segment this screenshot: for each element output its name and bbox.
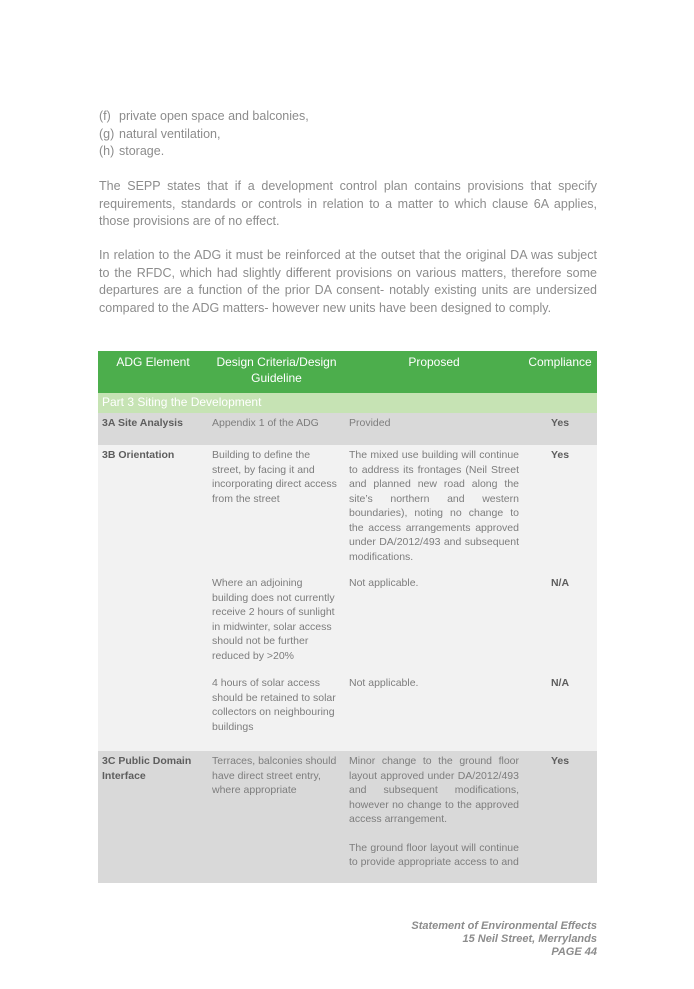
cell-proposed: Provided xyxy=(345,413,523,445)
header-design-criteria: Design Criteria/Design Guideline xyxy=(208,351,345,393)
page-footer xyxy=(411,920,597,959)
paragraph-adg: In relation to the ADG it must be reinforced at the outset that the original DA was subject to the RFDC, which had slightly different provisions on various matters, therefore some departures are a function of the prior DA consent- notably existing units are undersized compared to the ADG matters- however new units have been designed to comply. xyxy=(99,248,597,315)
footer-page-number: PAGE 44 xyxy=(551,946,597,958)
list-item xyxy=(99,108,599,126)
footer-address: 15 Neil Street, Merrylands xyxy=(462,933,597,945)
part-row xyxy=(98,393,597,413)
list-marker: (h) xyxy=(99,144,115,158)
cell-criteria: 4 hours of solar access should be retained to solar collectors on neighbouring buildings xyxy=(208,673,345,751)
cell-compliance: Yes xyxy=(523,751,597,883)
cell-proposed: Not applicable. xyxy=(345,673,523,751)
part-title: Part 3 Siting the Development xyxy=(98,393,597,413)
cell-compliance: N/A xyxy=(523,573,597,673)
cell-element: 3C Public Domain Interface xyxy=(98,751,208,883)
footer-document-title: Statement of Environmental Effects xyxy=(411,920,597,932)
cell-proposed: The mixed use building will continue to address its frontages (Neil Street and planned new road along the site’s northern and western boundaries), noting no change to the access arrangements approved under DA/2012/493 and subsequent modifications. xyxy=(345,445,523,573)
cell-criteria: Where an adjoining building does not currently receive 2 hours of sunlight in midwinter, solar access should not be further reduced by >20% xyxy=(208,573,345,673)
cell-proposed: Not applicable. xyxy=(345,573,523,673)
header-proposed: Proposed xyxy=(345,351,523,393)
table-header-row xyxy=(98,351,597,393)
cell-criteria: Building to define the street, by facing it and incorporating direct access from the street xyxy=(208,445,345,573)
cell-element xyxy=(98,673,208,751)
list-item xyxy=(99,126,599,144)
cell-compliance: N/A xyxy=(523,673,597,751)
header-compliance: Compliance xyxy=(523,351,597,393)
cell-criteria: Terraces, balconies should have direct street entry, where appropriate xyxy=(208,751,345,883)
list-text: storage. xyxy=(119,144,165,158)
list-text: natural ventilation, xyxy=(119,126,221,141)
paragraph-sepp: The SEPP states that if a development control plan contains provisions that specify requirements, standards or controls in relation to a matter to which clause 6A applies, those provisions are of no effect. xyxy=(99,179,597,228)
proposed-paragraph: Minor change to the ground floor layout approved under DA/2012/493 and subsequent modifications, however no change to the approved access arrangement. xyxy=(349,755,519,825)
list xyxy=(99,108,599,161)
cell-compliance: Yes xyxy=(523,413,597,445)
cell-element: 3B Orientation xyxy=(98,445,208,573)
cell-compliance: Yes xyxy=(523,445,597,573)
table-row xyxy=(98,751,597,883)
list-marker: (f) xyxy=(99,109,111,123)
table-row xyxy=(98,413,597,445)
table-row xyxy=(98,673,597,751)
header-adg-element: ADG Element xyxy=(98,351,208,393)
cell-proposed xyxy=(345,751,523,883)
table-row xyxy=(98,573,597,673)
cell-element xyxy=(98,573,208,673)
adg-compliance-table xyxy=(98,351,597,883)
table-row xyxy=(98,445,597,573)
cell-element: 3A Site Analysis xyxy=(98,413,208,445)
list-text: private open space and balconies, xyxy=(119,109,309,123)
list-marker: (g) xyxy=(99,126,115,141)
proposed-paragraph: The ground floor layout will continue to provide appropriate access to and xyxy=(349,841,519,868)
cell-criteria: Appendix 1 of the ADG xyxy=(208,413,345,445)
list-item xyxy=(99,143,599,161)
